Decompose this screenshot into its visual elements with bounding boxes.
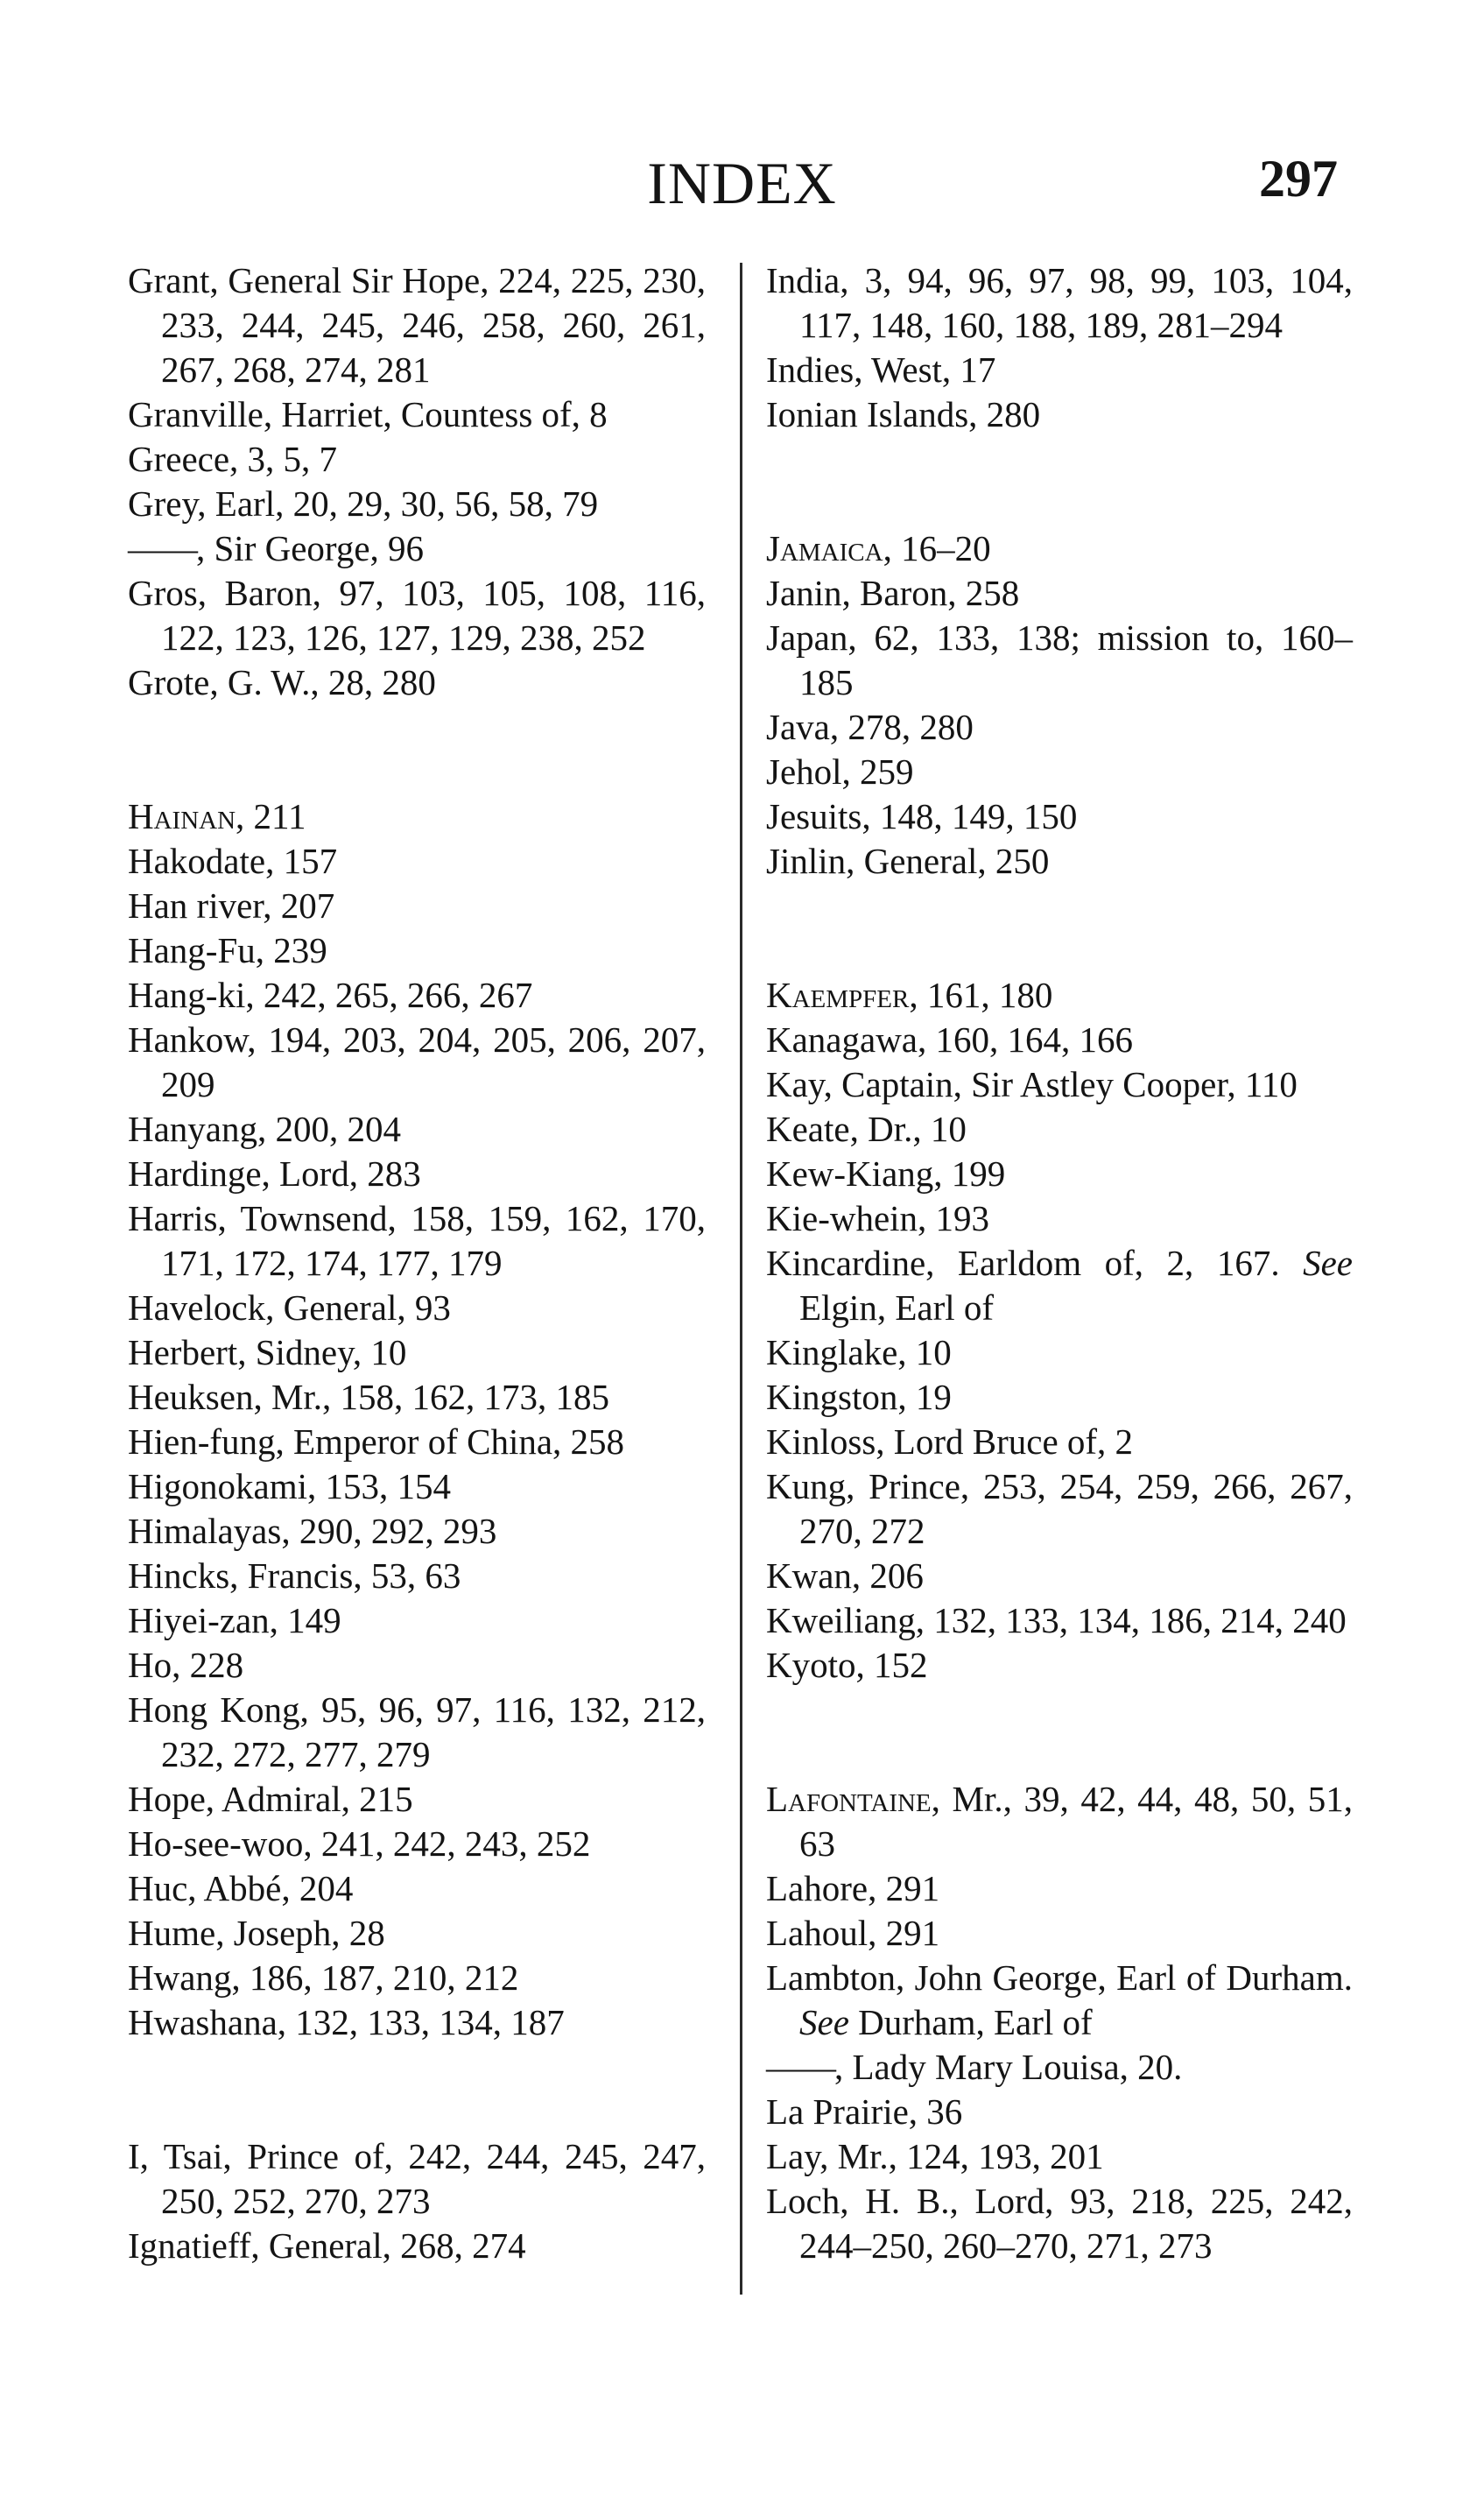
index-entry (128, 1420, 706, 1464)
index-entry (128, 839, 706, 884)
index-entry (128, 884, 706, 928)
index-entry (128, 1911, 706, 1956)
index-entry (128, 2224, 706, 2268)
entry-text-tail: Durham, Earl of (848, 2002, 1093, 2042)
entry-text: Hang-Fu, 239 (128, 930, 327, 970)
index-entry (128, 571, 706, 660)
entry-text: Hong Kong, 95, 96, 97, 116, 132, 212, 232, 272, 277, 279 (128, 1689, 706, 1774)
entry-text: Hakodate, 157 (128, 841, 338, 881)
index-entry (128, 1375, 706, 1420)
index-entry (766, 571, 1353, 616)
page-number: 297 (1259, 150, 1338, 208)
index-entry (128, 1018, 706, 1107)
page-title: INDEX (647, 150, 837, 216)
index-entry (766, 1330, 1353, 1375)
entry-text: Kyoto, 152 (766, 1645, 928, 1685)
entry-text: Kingston, 19 (766, 1377, 952, 1417)
entry-text: Java, 278, 280 (766, 707, 974, 747)
entry-text: Hwashana, 132, 133, 134, 187 (128, 2002, 565, 2042)
entry-text: Grant, General Sir Hope, 224, 225, 230, 233, 244, 245, 246, 258, 260, 261, 267, 268, 274, 281 (128, 260, 706, 390)
entry-text: Hanyang, 200, 204 (128, 1109, 402, 1149)
index-entry (766, 392, 1353, 437)
entry-text: Lambton, John George, Earl of Durham. (766, 1957, 1353, 1998)
index-entry (128, 437, 706, 482)
entry-text: Kweiliang, 132, 133, 134, 186, 214, 240 (766, 1600, 1347, 1640)
entry-text: Harris, Townsend, 158, 159, 162, 170, 171, 172, 174, 177, 179 (128, 1198, 706, 1283)
index-entry (766, 1956, 1353, 2045)
index-entry (128, 1554, 706, 1598)
entry-text-tail: Elgin, Earl of (799, 1287, 995, 1328)
index-entry (766, 794, 1353, 839)
entry-text: Kew-Kiang, 199 (766, 1153, 1006, 1194)
entry-text: Ho, 228 (128, 1645, 244, 1685)
entry-text: Jehol, 259 (766, 751, 914, 792)
entry-text: Grote, G. W., 28, 280 (128, 662, 436, 702)
entry-text: Hope, Admiral, 215 (128, 1779, 413, 1819)
index-entry (766, 839, 1353, 884)
letter-group-gap (766, 1688, 1353, 1777)
entry-lead-smallcaps: Kaempfer (766, 975, 910, 1015)
index-entry (128, 2134, 706, 2224)
entry-text: Kung, Prince, 253, 254, 259, 266, 267, 270, 272 (766, 1466, 1353, 1551)
index-entry (766, 1464, 1353, 1554)
repeat-dash: —— (766, 2047, 834, 2087)
entry-text: Hiyei-zan, 149 (128, 1600, 341, 1640)
index-entry (766, 1866, 1353, 1911)
index-entry (128, 1152, 706, 1196)
column-divider (740, 263, 742, 2295)
entry-lead-smallcaps: Hainan (128, 796, 236, 836)
index-entry (128, 258, 706, 392)
entry-text: Kinglake, 10 (766, 1332, 952, 1372)
see-reference: See (1303, 1243, 1354, 1283)
index-entry (128, 1196, 706, 1286)
index-entry (766, 1152, 1353, 1196)
index-entry (766, 973, 1353, 1018)
letter-group-gap (766, 884, 1353, 973)
entry-text: Greece, 3, 5, 7 (128, 439, 338, 479)
entry-text: Higonokami, 153, 154 (128, 1466, 451, 1506)
entry-text: Kay, Captain, Sir Astley Cooper, 110 (766, 1064, 1298, 1104)
entry-text: Ionian Islands, 280 (766, 394, 1041, 434)
index-entry (128, 1643, 706, 1688)
index-entry (766, 1196, 1353, 1241)
entry-lead-smallcaps: Lafontaine (766, 1779, 932, 1819)
index-entry (128, 1956, 706, 2000)
entry-text: Keate, Dr., 10 (766, 1109, 967, 1149)
entry-text: Heuksen, Mr., 158, 162, 173, 185 (128, 1377, 610, 1417)
index-entry (766, 348, 1353, 392)
entry-text: Gros, Baron, 97, 103, 105, 108, 116, 122, 123, 126, 127, 129, 238, 252 (128, 573, 706, 658)
index-entry (766, 750, 1353, 794)
entry-text: Ho-see-woo, 241, 242, 243, 252 (128, 1823, 591, 1864)
index-entry (128, 1688, 706, 1777)
entry-text: Herbert, Sidney, 10 (128, 1332, 407, 1372)
index-entry (128, 1822, 706, 1866)
entry-text: Kincardine, Earldom of, 2, 167. (766, 1243, 1280, 1283)
entry-text: Grey, Earl, 20, 29, 30, 56, 58, 79 (128, 483, 599, 524)
index-entry (766, 1643, 1353, 1688)
repeat-dash: —— (128, 528, 196, 568)
index-entry (128, 2000, 706, 2045)
entry-text: Janin, Baron, 258 (766, 573, 1020, 613)
entry-text: Himalayas, 290, 292, 293 (128, 1511, 497, 1551)
letter-group-gap (766, 437, 1353, 526)
entry-text: Jinlin, General, 250 (766, 841, 1050, 881)
index-entry (766, 1018, 1353, 1062)
entry-text: Lay, Mr., 124, 193, 201 (766, 2136, 1104, 2176)
index-entry (128, 482, 706, 526)
entry-text: Loch, H. B., Lord, 93, 218, 225, 242, 244–250, 260–270, 271, 273 (766, 2181, 1353, 2266)
entry-text: Jesuits, 148, 149, 150 (766, 796, 1078, 836)
entry-text: , 211 (236, 796, 306, 836)
index-entry (766, 1107, 1353, 1152)
index-entry (128, 392, 706, 437)
index-entry (128, 1286, 706, 1330)
entry-text: , 16–20 (883, 528, 991, 568)
index-entry (128, 1509, 706, 1554)
index-entry (766, 616, 1353, 705)
index-entry (766, 2045, 1353, 2090)
entry-text: I, Tsai, Prince of, 242, 244, 245, 247, 250, 252, 270, 273 (128, 2136, 706, 2221)
index-entry (128, 526, 706, 571)
entry-text: Kwan, 206 (766, 1555, 924, 1596)
entry-text: , 161, 180 (909, 975, 1053, 1015)
index-entry (128, 1107, 706, 1152)
entry-text: Granville, Harriet, Countess of, 8 (128, 394, 608, 434)
entry-text: , Lady Mary Louisa, 20. (834, 2047, 1183, 2087)
entry-text: Lahore, 291 (766, 1868, 940, 1908)
index-entry (766, 1554, 1353, 1598)
letter-group-gap (128, 705, 706, 794)
entry-text: India, 3, 94, 96, 97, 98, 99, 103, 104, 117, 148, 160, 188, 189, 281–294 (766, 260, 1353, 345)
entry-text: Hwang, 186, 187, 210, 212 (128, 1957, 519, 1998)
index-entry (766, 705, 1353, 750)
index-entry (766, 1375, 1353, 1420)
entry-text: Hien-fung, Emperor of China, 258 (128, 1421, 625, 1462)
index-entry (128, 1330, 706, 1375)
entry-text: Han river, 207 (128, 885, 335, 926)
index-entry (766, 2179, 1353, 2268)
index-entry (128, 1866, 706, 1911)
index-entry (766, 258, 1353, 348)
page-header (0, 149, 1484, 228)
entry-text: Hume, Joseph, 28 (128, 1913, 385, 1953)
entry-text: Hardinge, Lord, 283 (128, 1153, 421, 1194)
entry-text: Kie-whein, 193 (766, 1198, 990, 1238)
index-entry (128, 973, 706, 1018)
index-entry (128, 1598, 706, 1643)
index-entry (128, 1464, 706, 1509)
entry-text: Indies, West, 17 (766, 349, 996, 390)
index-column-right (766, 258, 1353, 2268)
entry-text: Japan, 62, 133, 138; mission to, 160–185 (766, 617, 1353, 702)
index-entry (766, 1911, 1353, 1956)
index-entry (766, 1598, 1353, 1643)
entry-text: Hankow, 194, 203, 204, 205, 206, 207, 209 (128, 1019, 706, 1104)
entry-text: , Mr., 39, 42, 44, 48, 50, 51, 63 (799, 1779, 1353, 1864)
letter-group-gap (128, 2045, 706, 2134)
index-entry (766, 526, 1353, 571)
index-entry (128, 1777, 706, 1822)
entry-text: , Sir George, 96 (196, 528, 425, 568)
entry-text: Kanagawa, 160, 164, 166 (766, 1019, 1134, 1060)
entry-text: Huc, Abbé, 204 (128, 1868, 354, 1908)
index-entry (766, 2090, 1353, 2134)
index-entry (128, 794, 706, 839)
index-column-left (128, 258, 706, 2268)
index-entry (766, 2134, 1353, 2179)
index-entry (766, 1241, 1353, 1330)
entry-text: Hang-ki, 242, 265, 266, 267 (128, 975, 533, 1015)
entry-text: Hincks, Francis, 53, 63 (128, 1555, 461, 1596)
index-entry (766, 1777, 1353, 1866)
index-entry (766, 1062, 1353, 1107)
index-entry (128, 928, 706, 973)
entry-text: Lahoul, 291 (766, 1913, 940, 1953)
entry-text: La Prairie, 36 (766, 2091, 963, 2132)
index-entry (128, 660, 706, 705)
index-entry (766, 1420, 1353, 1464)
see-reference: See (799, 2002, 849, 2042)
entry-text: Havelock, General, 93 (128, 1287, 451, 1328)
entry-text: Ignatieff, General, 268, 274 (128, 2225, 526, 2266)
entry-lead-smallcaps: Jamaica (766, 528, 883, 568)
entry-text: Kinloss, Lord Bruce of, 2 (766, 1421, 1134, 1462)
